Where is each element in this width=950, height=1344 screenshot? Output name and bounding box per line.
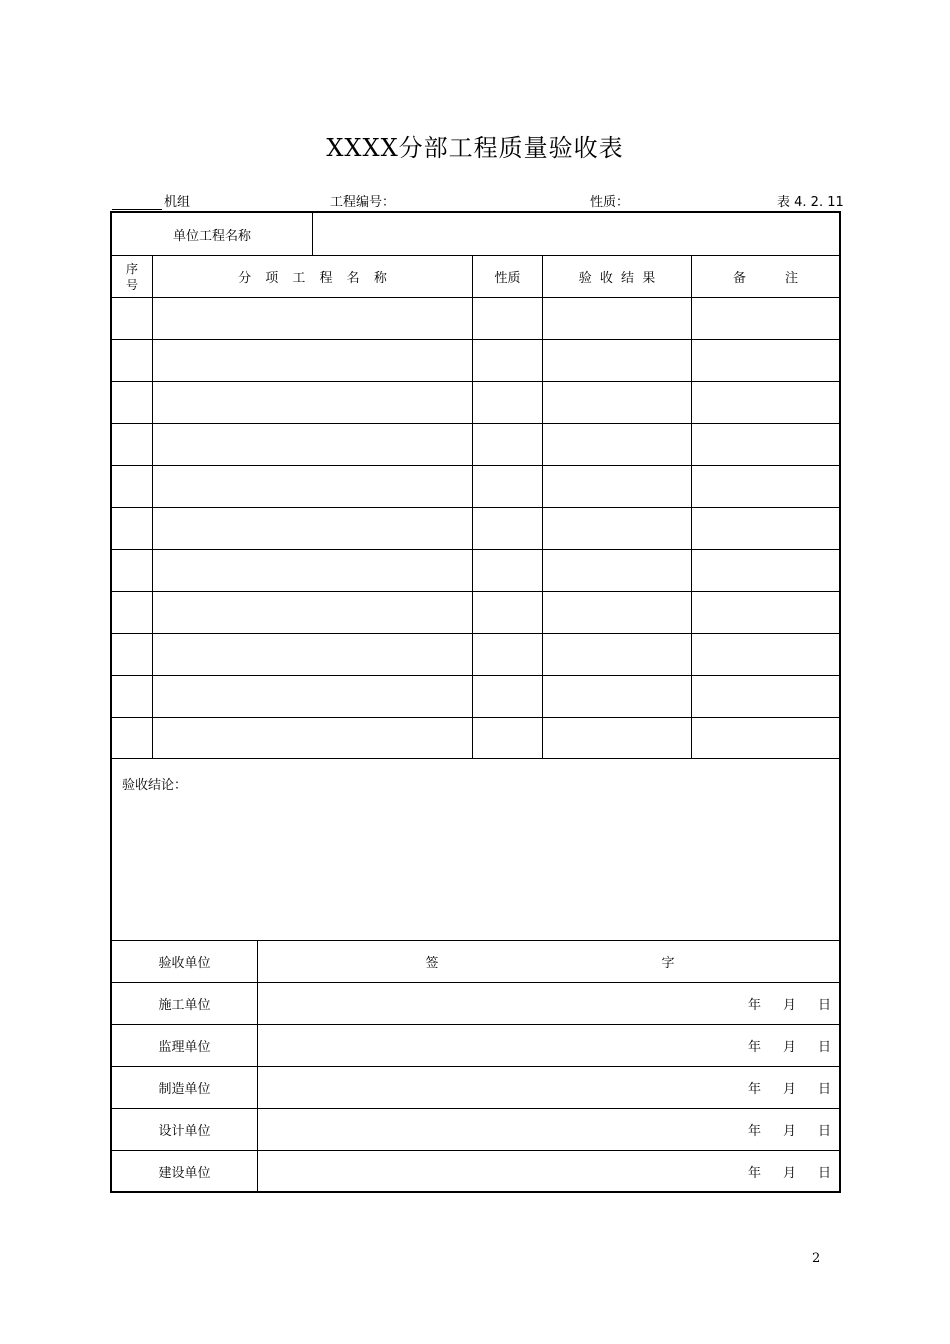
- table-row: [112, 592, 839, 634]
- result-cell[interactable]: [543, 466, 692, 507]
- nature-cell[interactable]: [473, 340, 543, 381]
- unit-project-name-label: 单位工程名称: [112, 213, 313, 255]
- remarks-cell[interactable]: [692, 718, 839, 758]
- day-label: 日: [817, 1124, 831, 1139]
- item-name-cell[interactable]: [153, 340, 473, 381]
- year-label: 年: [747, 1040, 761, 1055]
- seq-header-line2: 号: [125, 277, 138, 292]
- remarks-cell[interactable]: [692, 550, 839, 591]
- nature-cell[interactable]: [473, 508, 543, 549]
- conclusion-label: 验收结论：: [122, 778, 188, 793]
- sign-unit-label: 设计单位: [112, 1109, 258, 1150]
- day-label: 日: [817, 1040, 831, 1055]
- nature-cell[interactable]: [473, 382, 543, 423]
- nature-cell[interactable]: [473, 634, 543, 675]
- item-name-cell[interactable]: [153, 298, 473, 339]
- day-label: 日: [817, 998, 831, 1013]
- result-cell[interactable]: [543, 676, 692, 717]
- result-cell[interactable]: [543, 718, 692, 758]
- year-label: 年: [747, 1124, 761, 1139]
- seq-cell[interactable]: [112, 466, 153, 507]
- seq-cell[interactable]: [112, 676, 153, 717]
- seq-cell[interactable]: [112, 592, 153, 633]
- date-group: [726, 1067, 831, 1108]
- nature-label: 性质：: [590, 195, 630, 210]
- remarks-cell[interactable]: [692, 382, 839, 423]
- seq-cell[interactable]: [112, 634, 153, 675]
- seq-header: [112, 256, 153, 297]
- table-row: [112, 634, 839, 676]
- item-name-cell[interactable]: [153, 424, 473, 465]
- column-header-row: [112, 256, 839, 298]
- month-label: 月: [782, 1124, 796, 1139]
- remarks-cell[interactable]: [692, 466, 839, 507]
- table-row: [112, 550, 839, 592]
- date-group: [726, 1025, 831, 1066]
- seq-cell[interactable]: [112, 298, 153, 339]
- table-number: 表 4. 2. 11: [777, 195, 844, 210]
- remarks-cell[interactable]: [692, 592, 839, 633]
- table-row: [112, 424, 839, 466]
- result-cell[interactable]: [543, 382, 692, 423]
- sign-unit-header: 验收单位: [112, 941, 258, 982]
- unit-blank-line: [112, 197, 162, 210]
- date-group: [726, 983, 831, 1024]
- table-row: [112, 676, 839, 718]
- seq-cell[interactable]: [112, 340, 153, 381]
- sign-row: [112, 983, 839, 1025]
- nature-cell[interactable]: [473, 298, 543, 339]
- seq-cell[interactable]: [112, 718, 153, 758]
- result-header: 验 收 结 果: [543, 256, 692, 297]
- result-cell[interactable]: [543, 298, 692, 339]
- sign-unit-label: 施工单位: [112, 983, 258, 1024]
- result-cell[interactable]: [543, 634, 692, 675]
- remarks-cell[interactable]: [692, 424, 839, 465]
- sign-unit-label: 监理单位: [112, 1025, 258, 1066]
- year-label: 年: [747, 1082, 761, 1097]
- month-label: 月: [782, 1165, 796, 1181]
- sign-header-row: [112, 941, 839, 983]
- table-row: [112, 508, 839, 550]
- page-number: 2: [812, 1251, 821, 1266]
- seq-cell[interactable]: [112, 424, 153, 465]
- sign-header-left: 签: [425, 956, 439, 971]
- seq-cell[interactable]: [112, 508, 153, 549]
- result-cell[interactable]: [543, 508, 692, 549]
- month-label: 月: [782, 1040, 796, 1055]
- seq-cell[interactable]: [112, 382, 153, 423]
- remarks-cell[interactable]: [692, 340, 839, 381]
- sign-row: [112, 1067, 839, 1109]
- nature-cell[interactable]: [473, 424, 543, 465]
- year-label: 年: [747, 998, 761, 1013]
- sign-unit-label: 建设单位: [112, 1151, 258, 1191]
- remarks-cell[interactable]: [692, 508, 839, 549]
- seq-cell[interactable]: [112, 550, 153, 591]
- remarks-cell[interactable]: [692, 298, 839, 339]
- result-cell[interactable]: [543, 424, 692, 465]
- conclusion-block[interactable]: [112, 759, 839, 941]
- table-row: [112, 340, 839, 382]
- item-name-header: 分 项 工 程 名 称: [153, 256, 473, 297]
- sign-header-right: 字: [661, 956, 675, 971]
- item-name-cell[interactable]: [153, 550, 473, 591]
- nature-cell[interactable]: [473, 718, 543, 758]
- nature-cell[interactable]: [473, 676, 543, 717]
- item-name-cell[interactable]: [153, 382, 473, 423]
- nature-cell[interactable]: [473, 550, 543, 591]
- remarks-cell[interactable]: [692, 676, 839, 717]
- nature-cell[interactable]: [473, 592, 543, 633]
- sign-row: [112, 1151, 839, 1191]
- date-group: [726, 1109, 831, 1150]
- day-label: 日: [817, 1165, 831, 1181]
- item-name-cell[interactable]: [153, 676, 473, 717]
- result-cell[interactable]: [543, 592, 692, 633]
- result-cell[interactable]: [543, 340, 692, 381]
- month-label: 月: [782, 998, 796, 1013]
- item-name-cell[interactable]: [153, 592, 473, 633]
- year-label: 年: [747, 1165, 761, 1181]
- remarks-header: 备 注: [732, 271, 798, 286]
- table-row: [112, 718, 839, 759]
- date-group: [726, 1151, 831, 1191]
- page-title: XXXX分部工程质量验收表: [326, 134, 624, 162]
- month-label: 月: [782, 1082, 796, 1097]
- item-name-cell[interactable]: [153, 466, 473, 507]
- item-name-cell[interactable]: [153, 634, 473, 675]
- table-row: [112, 298, 839, 340]
- project-no-label: 工程编号：: [330, 195, 396, 210]
- item-name-cell[interactable]: [153, 718, 473, 758]
- sign-row: [112, 1109, 839, 1151]
- unit-label: 机组: [164, 195, 191, 210]
- sign-row: [112, 1025, 839, 1067]
- item-name-cell[interactable]: [153, 508, 473, 549]
- day-label: 日: [817, 1082, 831, 1097]
- sign-unit-label: 制造单位: [112, 1067, 258, 1108]
- acceptance-table: [110, 211, 841, 1193]
- nature-header: 性质: [473, 256, 543, 297]
- table-row: [112, 466, 839, 508]
- remarks-cell[interactable]: [692, 634, 839, 675]
- result-cell[interactable]: [543, 550, 692, 591]
- unit-project-name-value[interactable]: [313, 213, 839, 255]
- unit-field: [112, 191, 190, 210]
- unit-project-name-row: [112, 213, 839, 256]
- table-row: [112, 382, 839, 424]
- nature-cell[interactable]: [473, 466, 543, 507]
- seq-header-line1: 序: [125, 261, 138, 276]
